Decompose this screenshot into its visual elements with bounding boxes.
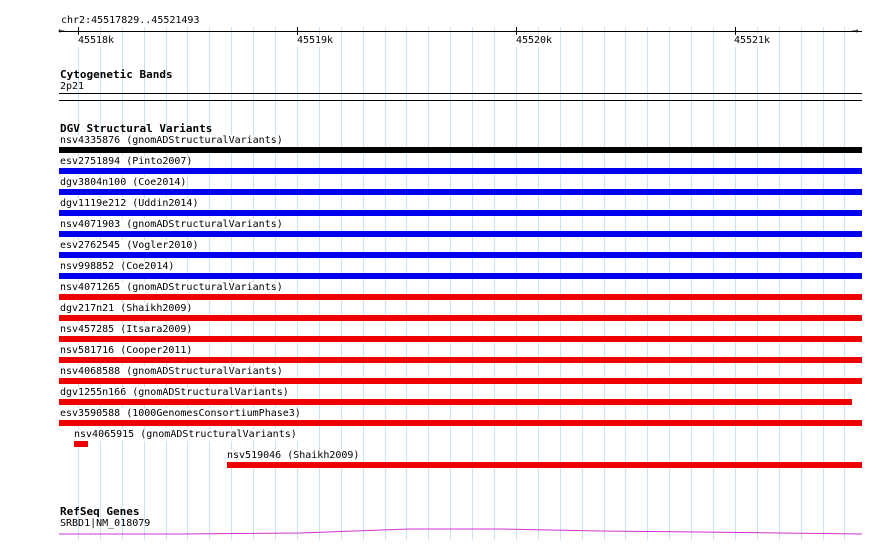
variant-label: esv2762545 (Vogler2010) [60, 240, 199, 251]
ruler-line [59, 31, 862, 32]
ruler-right-arrow-icon[interactable]: → [852, 24, 859, 37]
refseq-track-title: RefSeq Genes [60, 505, 140, 518]
variant-label: nsv4071265 (gnomADStructuralVariants) [60, 282, 283, 293]
ruler-left-arrow-icon[interactable]: ← [58, 24, 65, 37]
variant-label: esv3590588 (1000GenomesConsortiumPhase3) [60, 408, 301, 419]
variant-bar[interactable] [74, 441, 88, 447]
variant-bar[interactable] [59, 357, 862, 363]
variant-bar[interactable] [59, 315, 862, 321]
refseq-gene-feature[interactable] [0, 525, 890, 540]
variant-bar[interactable] [59, 378, 862, 384]
variant-bar[interactable] [59, 420, 862, 426]
ruler-tick-label: 45521k [733, 35, 771, 46]
variant-label: nsv4068588 (gnomADStructuralVariants) [60, 366, 283, 377]
variant-bar[interactable] [227, 462, 862, 468]
variant-bar[interactable] [59, 273, 862, 279]
variant-label: nsv4071903 (gnomADStructuralVariants) [60, 219, 283, 230]
cytoband-line-top [59, 93, 862, 94]
variant-label: dgv217n21 (Shaikh2009) [60, 303, 193, 314]
ruler-tick-label: 45518k [77, 35, 115, 46]
variant-label: nsv519046 (Shaikh2009) [227, 450, 360, 461]
cytoband-track-title: Cytogenetic Bands [60, 68, 173, 81]
variant-label: dgv1119e212 (Uddin2014) [60, 198, 199, 209]
ruler-location: chr2:45517829..45521493 [61, 15, 200, 26]
variant-label: nsv998852 (Coe2014) [60, 261, 175, 272]
variant-label: dgv1255n166 (gnomADStructuralVariants) [60, 387, 289, 398]
cytoband-line-bottom [59, 100, 862, 101]
ruler-tick-label: 45520k [515, 35, 553, 46]
variant-label: nsv4065915 (gnomADStructuralVariants) [74, 429, 297, 440]
variant-label: dgv3804n100 (Coe2014) [60, 177, 187, 188]
variant-bar[interactable] [59, 231, 862, 237]
variant-bar[interactable] [59, 168, 862, 174]
variant-bar[interactable] [59, 336, 862, 342]
variant-label: nsv4335876 (gnomADStructuralVariants) [60, 135, 283, 146]
variant-label: nsv457285 (Itsara2009) [60, 324, 193, 335]
variant-label: esv2751894 (Pinto2007) [60, 156, 193, 167]
variant-bar[interactable] [59, 210, 862, 216]
variant-bar[interactable] [59, 294, 862, 300]
variant-bar[interactable] [59, 399, 852, 405]
dgv-track-title: DGV Structural Variants [60, 122, 213, 135]
refseq-gene-label[interactable]: SRBD1|NM_018079 [60, 518, 151, 529]
variant-bar[interactable] [59, 252, 862, 258]
variant-bar[interactable] [59, 147, 862, 153]
cytoband-label: 2p21 [60, 81, 85, 92]
ruler-tick-label: 45519k [296, 35, 334, 46]
variant-bar[interactable] [59, 189, 862, 195]
variant-label: nsv581716 (Cooper2011) [60, 345, 193, 356]
